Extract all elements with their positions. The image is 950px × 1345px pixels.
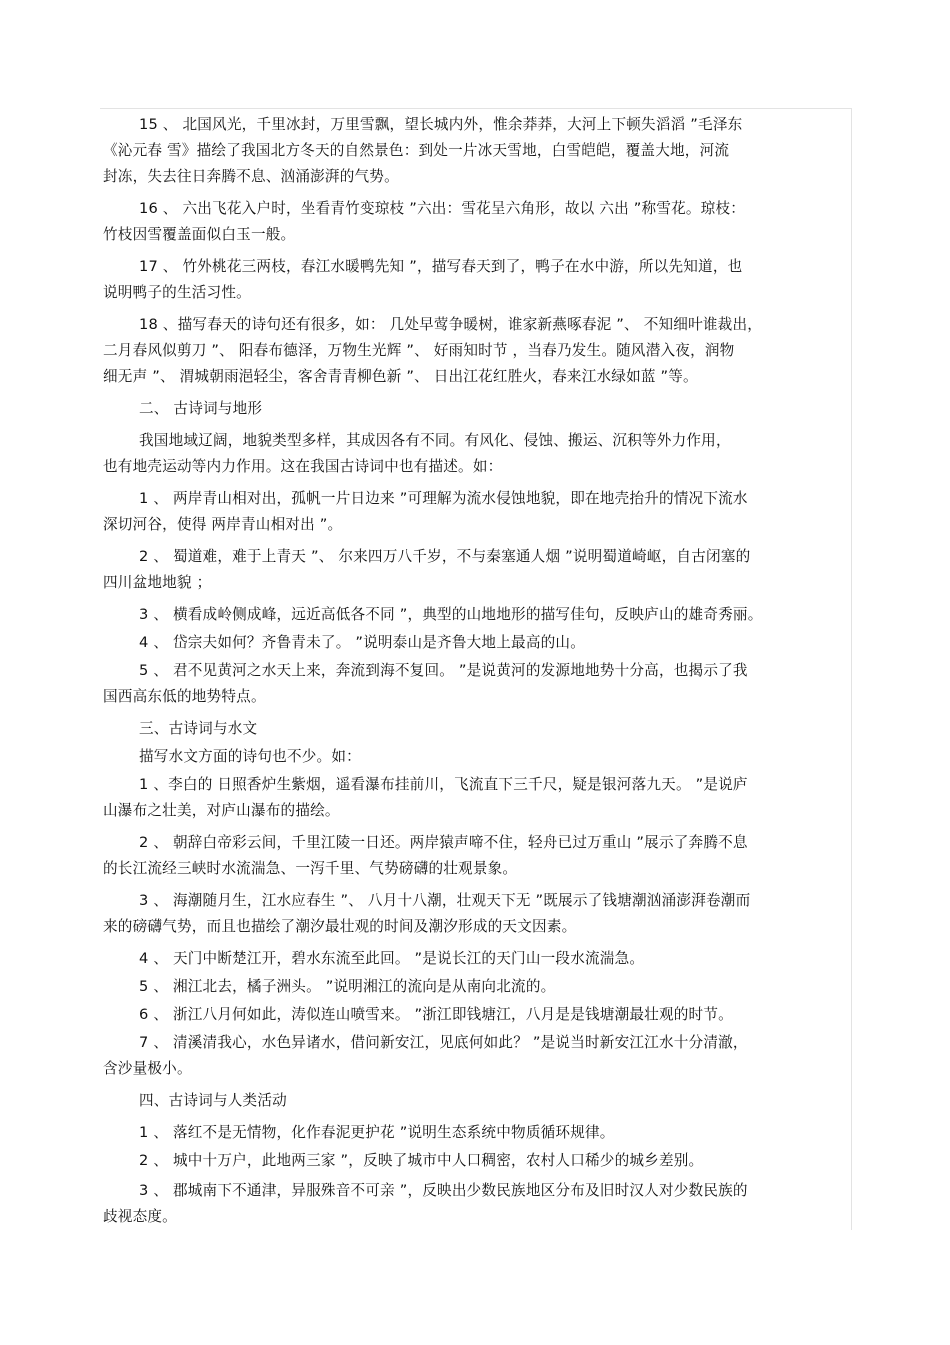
text-line: 国西高东低的地势特点。 xyxy=(103,688,266,705)
text-line: 二、 古诗词与地形 xyxy=(139,400,263,417)
text-line: 2 、 蜀道难，难于上青天 ”、 尔来四万八千岁，不与秦塞通人烟 ”说明蜀道崎岖，自古闭塞的 xyxy=(139,548,751,565)
text-line: 4 、 天门中断楚江开，碧水东流至此回。 ”是说长江的天门山一段水流湍急。 xyxy=(139,950,645,967)
text-line: 《沁元春 雪》描绘了我国北方冬天的自然景色：到处一片冰天雪地，白雪皑皑，覆盖大地，河流 xyxy=(103,142,730,159)
text-line: 山瀑布之壮美，对庐山瀑布的描绘。 xyxy=(103,802,340,819)
text-line: 竹枝因雪覆盖面似白玉一般。 xyxy=(103,226,296,243)
text-line: 7 、 清溪清我心，水色异诸水，借问新安江，见底何如此？ ”是说当时新安江江水十分清澈， xyxy=(139,1034,748,1051)
text-line: 描写水文方面的诗句也不少。如： xyxy=(139,748,361,765)
text-line: 3 、 郡城南下不通津，异服殊音不可亲 ”，反映出少数民族地区分布及旧时汉人对少数民族的 xyxy=(139,1182,748,1199)
text-line: 3 、 海潮随月生，江水应春生 ”、 八月十八潮，壮观天下无 ”既展示了钱塘潮汹涌澎湃卷潮而 xyxy=(139,892,751,909)
text-line: 四川盆地地貌 ； xyxy=(103,574,212,591)
text-line: 也有地壳运动等内力作用。这在我国古诗词中也有描述。如： xyxy=(103,458,503,475)
text-line: 6 、 浙江八月何如此，涛似连山喷雪来。 ”浙江即钱塘江，八月是是钱塘潮最壮观的时节。 xyxy=(139,1006,733,1023)
text-line: 封冻，失去往日奔腾不息、汹涌澎湃的气势。 xyxy=(103,168,399,185)
text-line: 1 、李白的 日照香炉生紫烟，遥看瀑布挂前川，飞流直下三千尺，疑是银河落九天。 ”是说庐 xyxy=(139,776,748,793)
text-line: 深切河谷，使得 两岸青山相对出 ”。 xyxy=(103,516,343,533)
text-line: 1 、 两岸青山相对出，孤帆一片日边来 ”可理解为流水侵蚀地貌，即在地壳抬升的情况下流水 xyxy=(139,490,748,507)
text-line: 说明鸭子的生活习性。 xyxy=(103,284,251,301)
text-line: 二月春风似剪刀 ”、 阳春布德泽，万物生光辉 ”、 好雨知时节 ，当春乃发生。随风潜入夜，润物 xyxy=(103,342,735,359)
text-line: 17 、 竹外桃花三两枝，春江水暖鸭先知 ”，描写春天到了，鸭子在水中游，所以先知道，也 xyxy=(139,258,743,275)
text-line: 歧视态度。 xyxy=(103,1208,177,1225)
text-line: 5 、 湘江北去，橘子洲头。 ”说明湘江的流向是从南向北流的。 xyxy=(139,978,556,995)
text-line: 2 、 城中十万户，此地两三家 ”，反映了城市中人口稠密，农村人口稀少的城乡差别。 xyxy=(139,1152,704,1169)
text-line: 的长江流经三峡时水流湍急、一泻千里、气势磅礴的壮观景象。 xyxy=(103,860,518,877)
text-line: 我国地域辽阔，地貌类型多样，其成因各有不同。有风化、侵蚀、搬运、沉积等外力作用， xyxy=(139,432,731,449)
text-line: 4 、 岱宗夫如何？齐鲁青未了。 ”说明泰山是齐鲁大地上最高的山。 xyxy=(139,634,585,651)
text-line: 来的磅礴气势，而且也描绘了潮汐最壮观的时间及潮汐形成的天文因素。 xyxy=(103,918,577,935)
text-line: 18 、描写春天的诗句还有很多，如： 几处早莺争暖树，谁家新燕啄春泥 ”、 不知细叶谁裁出， xyxy=(139,316,763,333)
text-line: 15 、 北国风光，千里冰封，万里雪飘，望长城内外，惟余莽莽，大河上下顿失滔滔 ”毛泽东 xyxy=(139,116,743,133)
text-line: 四、古诗词与人类活动 xyxy=(139,1092,287,1109)
text-line: 三、古诗词与水文 xyxy=(139,720,258,737)
text-line: 1 、 落红不是无情物，化作春泥更护花 ”说明生态系统中物质循环规律。 xyxy=(139,1124,615,1141)
text-line: 16 、 六出飞花入户时，坐看青竹变琼枝 ”六出：雪花呈六角形，故以 六出 ”称雪花。琼枝： xyxy=(139,200,746,217)
text-line: 5 、 君不见黄河之水天上来，奔流到海不复回。 ”是说黄河的发源地地势十分高，也揭示了我 xyxy=(139,662,748,679)
text-line: 3 、 横看成岭侧成峰，远近高低各不同 ”，典型的山地地形的描写佳句，反映庐山的雄奇秀丽。 xyxy=(139,606,763,623)
text-line: 细无声 ”、 渭城朝雨浥轻尘，客舍青青柳色新 ”、 日出江花红胜火，春来江水绿如蓝 ”等。 xyxy=(103,368,698,385)
text-line: 2 、 朝辞白帝彩云间，千里江陵一日还。两岸猿声啼不住，轻舟已过万重山 ”展示了奔腾不息 xyxy=(139,834,748,851)
text-line: 含沙量极小。 xyxy=(103,1060,192,1077)
